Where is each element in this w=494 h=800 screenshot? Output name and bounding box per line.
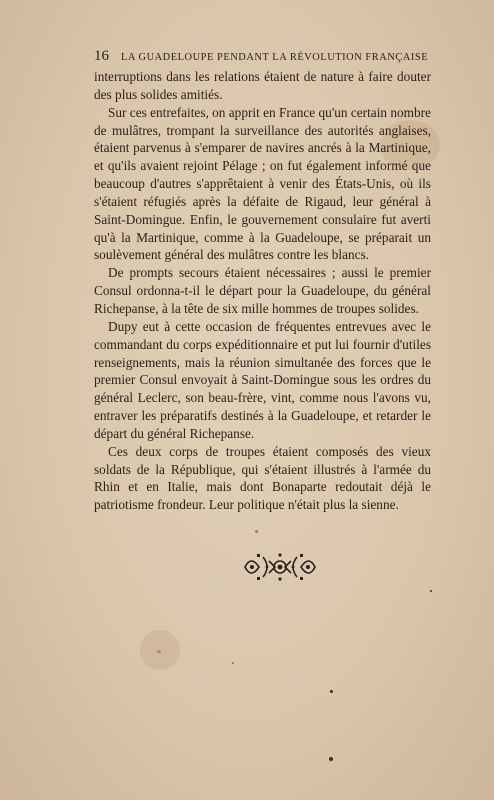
paragraph: De prompts secours étaient nécessaires ; aussi le premier Consul ordonna-t-il le départ pour la Guadeloupe, du général Richepanse, à la tête de six mille hommes de troupes solides. xyxy=(94,265,431,316)
page-number: 16 xyxy=(94,48,109,64)
ink-speck xyxy=(329,757,333,761)
ink-speck xyxy=(157,650,161,653)
body-text xyxy=(94,68,431,514)
running-head-title: LA GUADELOUPE PENDANT LA RÉVOLUTION FRANÇAISE xyxy=(121,52,429,63)
paragraph: interruptions dans les relations étaient de nature à faire douter des plus solides amitiés. xyxy=(94,69,431,102)
ink-speck xyxy=(255,530,258,533)
ink-speck xyxy=(232,662,234,664)
ink-speck xyxy=(430,590,432,592)
paragraph: Dupy eut à cette occasion de fréquentes entrevues avec le commandant du corps expéditionnaire et put lui fournir d'utiles renseignements, mais la réunion simultanée des forces que le premier Consul envoyait à Saint-Domingue sous les ordres du général Leclerc, son beau-frère, vint, comme nous l'avons vu, entraver les préparatifs destinés à la Guadeloupe, et retarder le départ du général Richepanse. xyxy=(94,318,431,441)
running-header xyxy=(94,48,429,66)
floral-ornament-icon xyxy=(241,551,319,583)
paragraph: Ces deux corps de troupes étaient composés des vieux soldats de la République, qui s'étaient illustrés à l'armée du Rhin et en Italie, mais dont Bonaparte redoutait déjà le patriotisme frondeur. Leur politique n'était plus la sienne. xyxy=(94,443,431,513)
ink-speck xyxy=(330,690,333,693)
paragraph: Sur ces entrefaites, on apprit en France qu'un certain nombre de mulâtres, trompant la surveillance des autorités anglaises, étaient parvenus à s'emparer de navires ancrés à la Martinique, et qu'ils avaient rejoint Pélage ; on fut également informé que beaucoup d'autres s'apprêtaient à venir des États-Unis, où ils s'étaient réfugiés après la défaite de Rigaud, leur général à Saint-Domingue. Enfin, le gouvernement consulaire fut averti qu'à la Martinique, comme à la Guadeloupe, se préparait un soulèvement général des mulâtres contre les blancs. xyxy=(94,104,431,263)
